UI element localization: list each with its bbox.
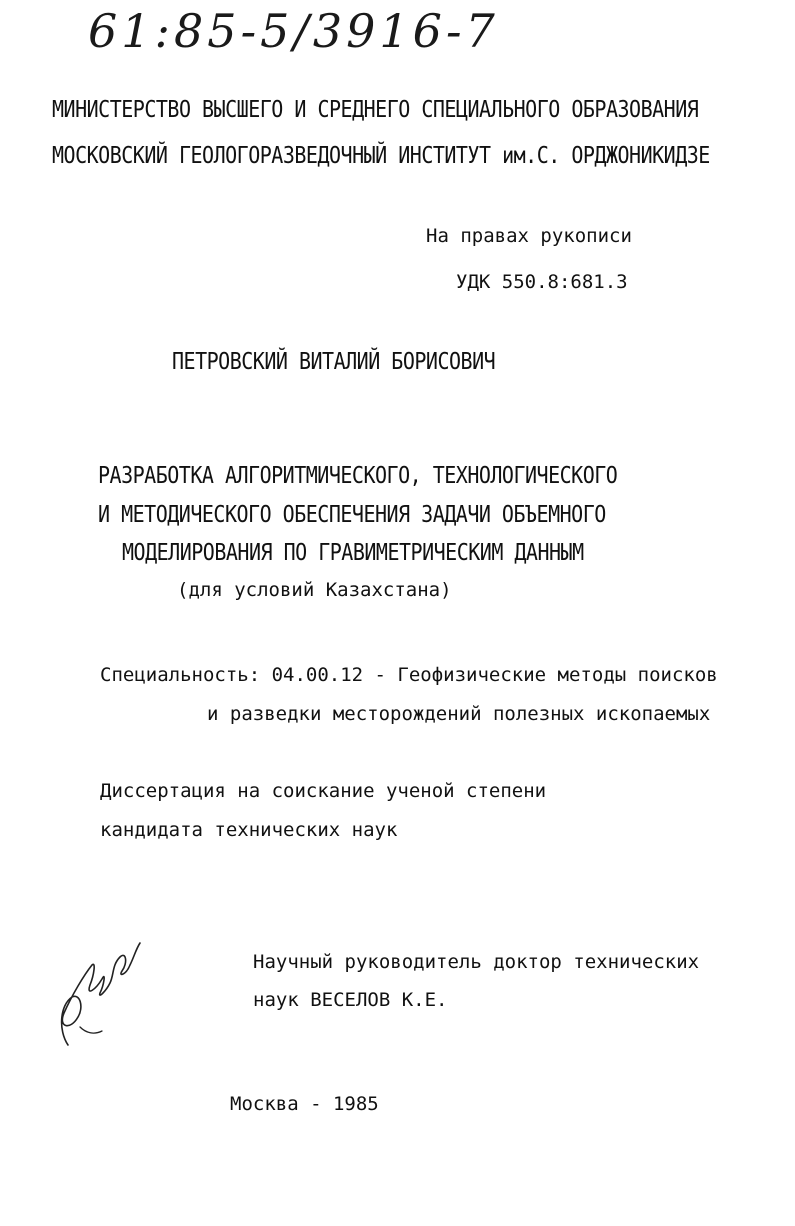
archive-number: 61:85-5/3916-7 xyxy=(88,4,499,58)
signature-mark xyxy=(50,935,145,1055)
place-year: Москва - 1985 xyxy=(230,1093,379,1115)
title-line-3: МОДЕЛИРОВАНИЯ ПО ГРАВИМЕТРИЧЕСКИМ ДАННЫМ xyxy=(122,538,584,566)
institute-heading: МОСКОВСКИЙ ГЕОЛОГОРАЗВЕДОЧНЫЙ ИНСТИТУТ им.С. ОРДЖОНИКИДЗЕ xyxy=(52,141,710,169)
author-name: ПЕТРОВСКИЙ ВИТАЛИЙ БОРИСОВИЧ xyxy=(172,347,496,375)
manuscript-note: На правах рукописи xyxy=(426,225,632,247)
title-line-1: РАЗРАБОТКА АЛГОРИТМИЧЕСКОГО, ТЕХНОЛОГИЧЕСКОГО xyxy=(98,461,618,489)
dissertation-line-1: Диссертация на соискание ученой степени xyxy=(100,780,547,802)
ministry-heading: МИНИСТЕРСТВО ВЫСШЕГО И СРЕДНЕГО СПЕЦИАЛЬНОГО ОБРАЗОВАНИЯ xyxy=(52,95,699,123)
specialty-line-2: и разведки месторождений полезных ископаемых xyxy=(207,703,711,725)
dissertation-line-2: кандидата технических наук xyxy=(100,819,398,841)
udc-code: УДК 550.8:681.3 xyxy=(456,271,628,293)
supervisor-line-2: наук ВЕСЕЛОВ К.Е. xyxy=(253,989,448,1011)
title-line-2: И МЕТОДИЧЕСКОГО ОБЕСПЕЧЕНИЯ ЗАДАЧИ ОБЪЕМНОГО xyxy=(98,500,606,528)
title-subtitle: (для условий Казахстана) xyxy=(177,579,452,601)
specialty-line-1: Специальность: 04.00.12 - Геофизические методы поисков xyxy=(100,664,718,686)
supervisor-line-1: Научный руководитель доктор технических xyxy=(253,951,700,973)
